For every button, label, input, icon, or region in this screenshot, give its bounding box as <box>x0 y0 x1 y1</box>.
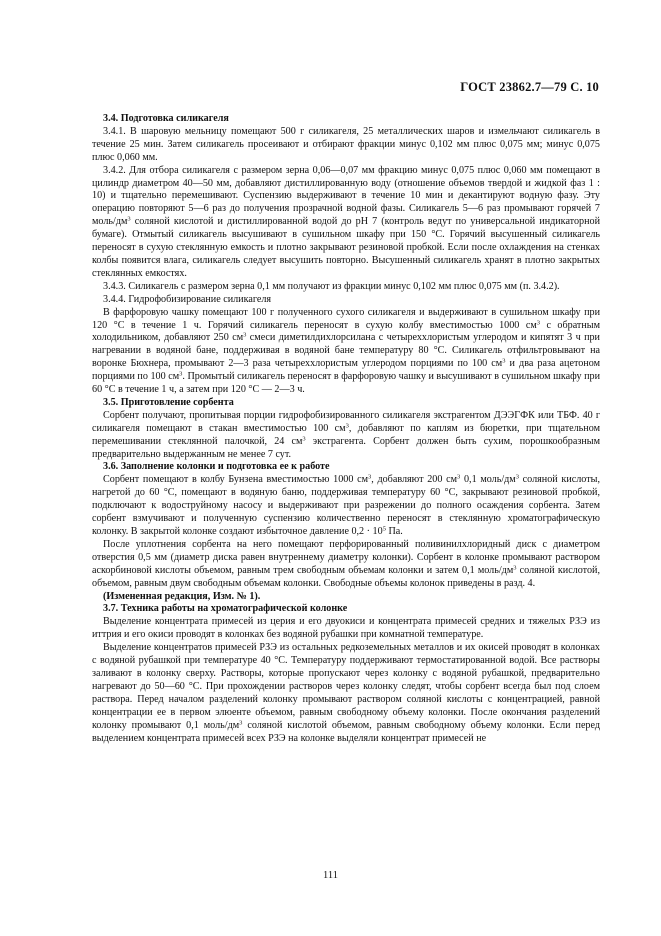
text-run: Сорбент помещают в колбу Бунзена вместимостью 1000 см <box>103 474 368 486</box>
text-run: Па. <box>385 526 403 537</box>
text-run: , добавляют 200 см <box>371 474 458 486</box>
text-run: соляной кислотой, объемом, равным двум свободным объемам колонки. Свободные объемы колонок приведены в разд. 4. <box>92 564 600 589</box>
superscript: 3 <box>127 215 131 223</box>
paragraph-3-6-1 <box>92 474 600 539</box>
text-run: с обратным холодильником, добавляют 250 см <box>92 319 600 344</box>
document-header: ГОСТ 23862.7—79 С. 10 <box>460 80 599 94</box>
superscript: 3 <box>367 473 372 481</box>
superscript: 3 <box>515 473 519 481</box>
text-run: соляной кислоты, нагретой до 60 °С, помещают в водяную баню, поддерживая температуру 60 °С, закрывают резиновой пробкой, подключают к водоструйному насосу и выдерживают при разрежении до полного осаждения сорбента. Затем сорбент взмучивают и полученную суспензию количественно переносят в стеклянную хроматографическую колонку. В закрытой колонке создают избыточное давление 0,2 · 10 <box>92 474 600 537</box>
superscript: 3 <box>243 331 247 339</box>
paragraph-3-4-2 <box>92 165 600 281</box>
superscript: 3 <box>302 435 306 443</box>
text-run: Сорбент получают, пропитывая порции гидрофобизированного силикагеля экстрагентом ДЭЭГФК или ТБФ. 40 г силикагеля помещают в стакан вместимостью 100 см <box>92 409 600 434</box>
page-number: 111 <box>323 870 338 881</box>
superscript: 3 <box>502 357 506 365</box>
section-3-4-title: 3.4. Подготовка силикагеля <box>103 113 229 124</box>
superscript: 3 <box>345 422 349 430</box>
superscript: 3 <box>239 719 243 727</box>
text-run: , добавляют по каплям из бюретки, при тщательном перемешивании стеклянной палочкой, 24 см <box>92 422 600 447</box>
text-run: соляной кислотой объемом, равным свободному объему колонки. Если перед выделением концентрата примесей всех РЗЭ на колонке выделяли концентрат примесей не <box>92 719 601 744</box>
paragraph-3-5 <box>92 410 600 462</box>
section-3-6-title: 3.6. Заполнение колонки и подготовка ее к работе <box>103 461 330 473</box>
text-run: смеси диметилдихлорсилана с четыреххлористым углеродом и кипятят 3 ч при нагревании в водяной бане, поддерживая в водяной бане температуру 80 °С. Силикагель отфильтровывают на воронке Бюхнера, промывают 2—3 раза четыреххлористым углеродом порциями по 100 см <box>92 332 600 370</box>
superscript: 3 <box>536 319 540 326</box>
superscript: 3 <box>457 473 461 481</box>
superscript: 5 <box>382 525 386 533</box>
document-body <box>92 113 600 745</box>
text-run: В фарфоровую чашку помещают 100 г полученного сухого силикагеля и выдерживают в сушильном шкафу при 120 °С в течение 1 ч. Горячий силикагель переносят в сухую колбу вместимостью 1000 см <box>92 306 600 331</box>
superscript: 3 <box>179 370 183 378</box>
paragraph-3-6-2 <box>92 539 600 591</box>
paragraph-3-4-1: 3.4.1. В шаровую мельницу помещают 500 г силикагеля, 25 металлических шаров и измельчают силикагель в течение 25 мин. Затем силикагель просеивают и отбирают фракции минус 0,102 мм плюс 0,075 мм; минус 0,075 плюс 0,060 мм. <box>92 125 600 163</box>
text-run: Выделение концентратов примесей РЗЭ из остальных редкоземельных металлов и их окисей проводят в колонках с водяной рубашкой при температуре 40 °С. Температуру поддерживают термостатированной водой. Все растворы заливают в колонку сверху. Растворы, которые пропускают через колонку с водяной рубашкой, предварительно нагревают до 50—60 °С. При прохождении растворов через колонку следят, чтобы сорбент всегда был под слоем раствора. Перед началом разделений колонку промывают раствором соляной кислоты с концентрацией, равной концентрации ее в первом элюенте объемом, равным свободному объему колонки. После окончания разделений колонку промывают 0,1 моль/дм <box>92 642 600 731</box>
section-3-5-title: 3.5. Приготовление сорбента <box>103 396 234 408</box>
text-run: 3.4.2. Для отбора силикагеля с размером зерна 0,06—0,07 мм фракцию минус 0,075 плюс 0,060 мм помещают в цилиндр диаметром 40—50 мм, добавляют дистиллированную воду (отношение объемов твердой и жидкой фаз 1 : 10) и тщательно перемешивают. Суспензию выдерживают в течение 10 мин и декантируют водную фазу. Эту операцию повторяют 5—6 раз до получения прозрачной водной фазы. Силикагель 5—6 раз промывают горячей 7 моль/дм <box>92 164 600 228</box>
paragraph-3-4-4: 3.4.4. Гидрофобизирование силикагеля <box>103 293 272 305</box>
text-run: 0,1 моль/дм <box>460 474 516 486</box>
paragraph-3-4-4-body <box>92 307 600 397</box>
text-run: . Промытый силикагель переносят в фарфоровую чашку и высушивают в сушильном шкафу при 60 °С в течение 1 ч, а затем при 120 °С — 2—3 ч. <box>92 371 600 396</box>
text-run: и два раза ацетоном порциями по 100 см <box>92 358 601 383</box>
revision-note: (Измененная редакция, Изм. № 1). <box>103 590 261 602</box>
text-run: соляной кислотой и дистиллированной водой до рН 7 (контроль ведут по универсальной индикаторной бумаге). Отмытый силикагель высушивают в сушильном шкафу при 150 °С. Горячий высушенный силикагель переносят в сухую стеклянную емкость и плотно закрывают резиновой пробкой. Если после охлаждения на стенках колбы появится влага, силикагель следует высушить повторно. Высушенный силикагель хранят в плотно закрытых стеклянных емкостях. <box>92 216 600 279</box>
superscript: 3 <box>513 564 517 572</box>
paragraph-3-7-2 <box>92 642 600 745</box>
text-run: После уплотнения сорбента на него помещают перфорированный поливинилхлоридный диск с диаметром отверстия 0,5 мм (диаметр диска равен внутреннему диаметру колонки). Сорбент в колонке промывают раствором аскорбиновой кислоты объемом, равным трем свободным объемам колонки и затем 0,1 моль/дм <box>92 538 600 576</box>
paragraph-3-4-3: 3.4.3. Силикагель с размером зерна 0,1 мм получают из фракции минус 0,102 мм плюс 0,075 мм (п. 3.4.2). <box>103 280 560 292</box>
paragraph-3-7-1: Выделение концентрата примесей из церия и его двуокиси и концентрата примесей средних и тяжелых РЗЭ из иттрия и его окиси проводят в колонках без водяной рубашки при комнатной температуре. <box>92 616 600 641</box>
section-3-7-title: 3.7. Техника работы на хроматографической колонке <box>103 603 348 615</box>
text-run: экстрагента. Сорбент должен быть сухим, порошкообразным предварительно выдержанным не менее 7 сут. <box>92 435 600 460</box>
